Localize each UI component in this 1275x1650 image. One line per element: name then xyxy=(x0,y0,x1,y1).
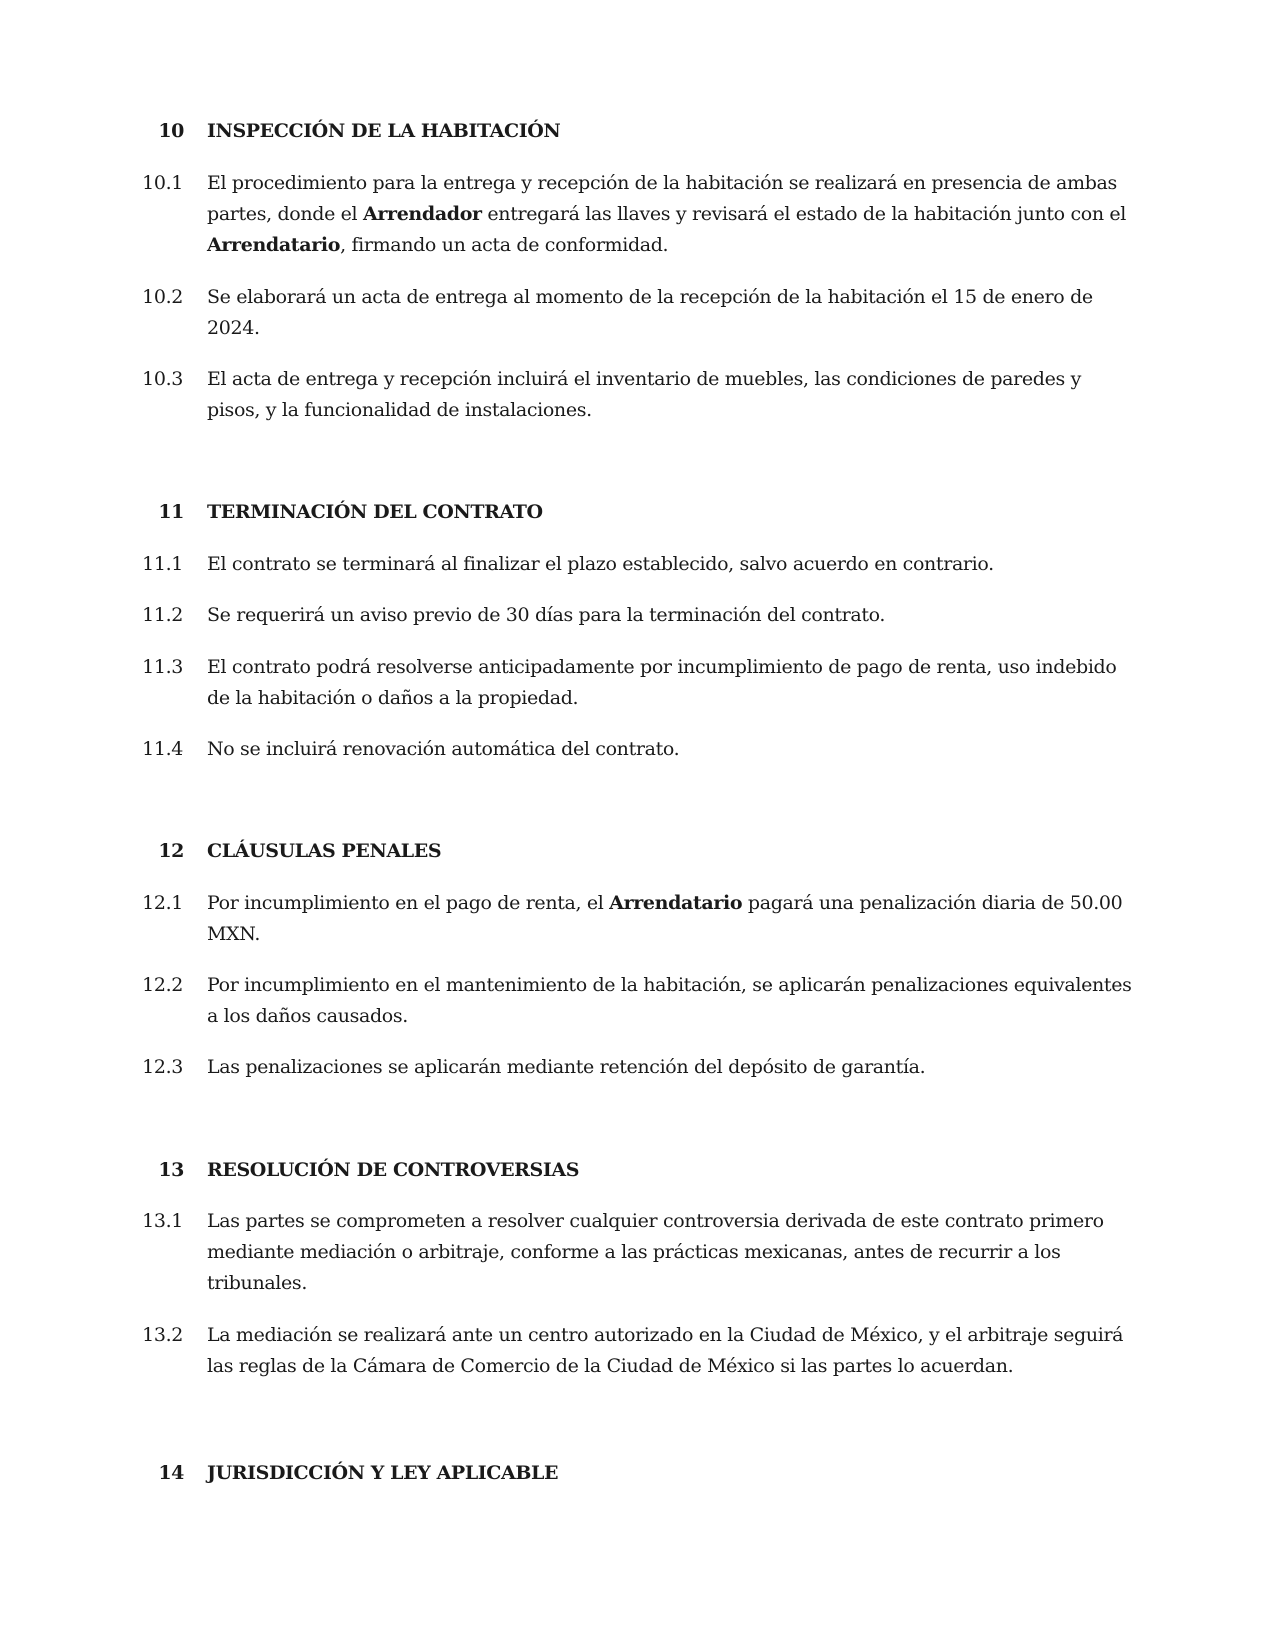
clause-number: 11.4 xyxy=(142,738,183,760)
clause-number: 11.3 xyxy=(142,656,183,678)
section-title: TERMINACIÓN DEL CONTRATO xyxy=(207,501,543,523)
section-heading xyxy=(0,1155,1275,1185)
clause-text: El acta de entrega y recepción incluirá el inventario de muebles, las condiciones de paredes y pisos, y la funcionalidad de instalaciones. xyxy=(207,368,1081,421)
clause-number: 12.1 xyxy=(142,892,183,914)
clause-number: 12.2 xyxy=(142,974,183,996)
clause-text: El procedimiento para la entrega y recepción de la habitación se realizará en presencia de ambas partes, donde el Arrendador entregará las llaves y revisará el estado de la habitación junto con el Arrendatario, firmando un acta de conformidad. xyxy=(207,172,1127,256)
clause-number: 10.1 xyxy=(142,172,183,194)
clause-text: Se requerirá un aviso previo de 30 días para la terminación del contrato. xyxy=(207,604,886,626)
section-title: INSPECCIÓN DE LA HABITACIÓN xyxy=(207,120,561,142)
clause-number: 12.3 xyxy=(142,1056,183,1078)
party-name: Arrendatario xyxy=(207,234,341,256)
section-heading xyxy=(0,1458,1275,1488)
clause-number: 13.2 xyxy=(142,1324,183,1346)
clause-number: 13.1 xyxy=(142,1210,183,1232)
section-heading xyxy=(0,497,1275,527)
section-heading xyxy=(0,836,1275,866)
section-title: CLÁUSULAS PENALES xyxy=(207,840,442,862)
party-name: Arrendatario xyxy=(609,892,743,914)
section-title: RESOLUCIÓN DE CONTROVERSIAS xyxy=(207,1159,580,1181)
clause-text: El contrato podrá resolverse anticipadamente por incumplimiento de pago de renta, uso indebido de la habitación o daños a la propiedad. xyxy=(207,656,1117,709)
clause-text: Las partes se comprometen a resolver cualquier controversia derivada de este contrato primero mediante mediación o arbitraje, conforme a las prácticas mexicanas, antes de recurrir a los tribunales. xyxy=(207,1210,1104,1294)
section-number: 10 xyxy=(158,120,184,142)
section-title: JURISDICCIÓN Y LEY APLICABLE xyxy=(207,1462,559,1484)
clause-number: 11.1 xyxy=(142,553,183,575)
section-number: 14 xyxy=(158,1462,184,1484)
clause-text: Por incumplimiento en el pago de renta, el Arrendatario pagará una penalización diaria de 50.00 MXN. xyxy=(207,892,1123,945)
section-number: 11 xyxy=(158,501,184,523)
section-number: 12 xyxy=(158,840,184,862)
party-name: Arrendador xyxy=(362,203,482,225)
clause-text: No se incluirá renovación automática del contrato. xyxy=(207,738,680,760)
section-heading xyxy=(0,116,1275,146)
clause-text: Las penalizaciones se aplicarán mediante retención del depósito de garantía. xyxy=(207,1056,926,1078)
clause-text: Se elaborará un acta de entrega al momento de la recepción de la habitación el 15 de enero de 2024. xyxy=(207,286,1093,339)
clause-text: El contrato se terminará al finalizar el plazo establecido, salvo acuerdo en contrario. xyxy=(207,553,994,575)
clause-number: 11.2 xyxy=(142,604,183,626)
clause-number: 10.2 xyxy=(142,286,183,308)
clause-text: La mediación se realizará ante un centro autorizado en la Ciudad de México, y el arbitraje seguirá las reglas de la Cámara de Comercio de la Ciudad de México si las partes lo acuerdan. xyxy=(207,1324,1124,1377)
section-number: 13 xyxy=(158,1159,184,1181)
clause-number: 10.3 xyxy=(142,368,183,390)
clause-text: Por incumplimiento en el mantenimiento de la habitación, se aplicarán penalizaciones equivalentes a los daños causados. xyxy=(207,974,1132,1027)
